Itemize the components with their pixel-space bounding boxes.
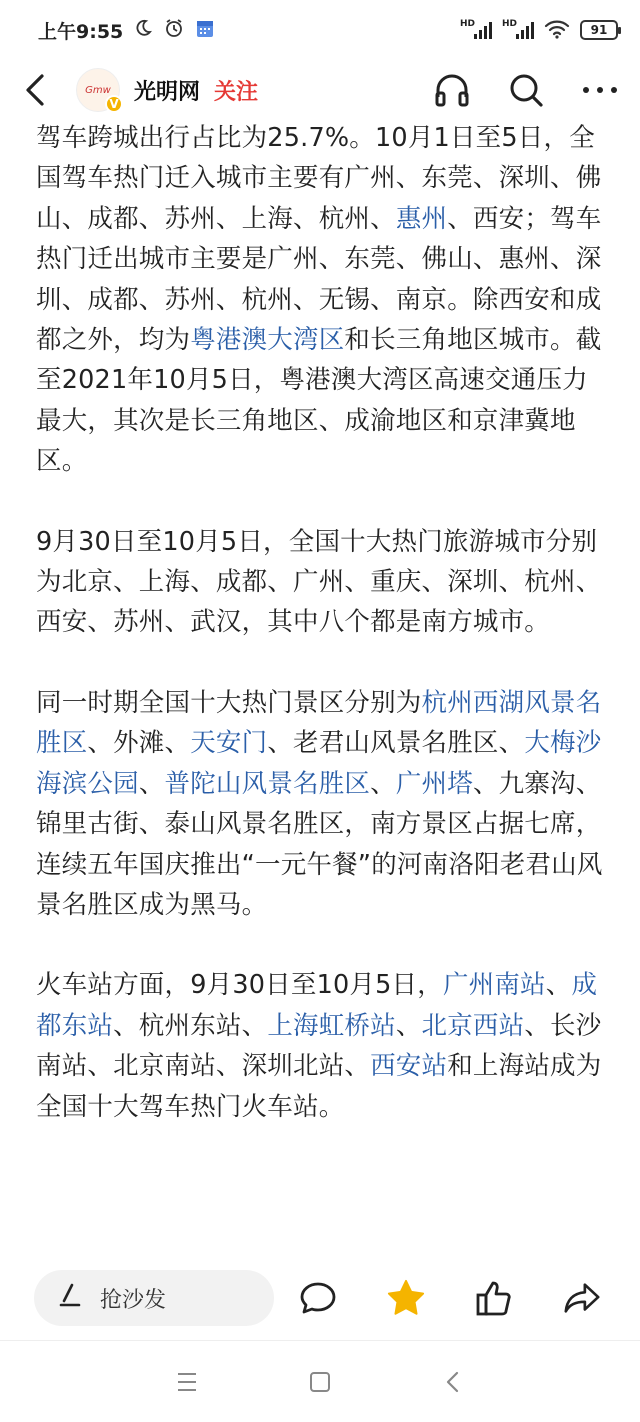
article-text: 9月30日至10月5日，全国十大热门旅游城市分别为北京、上海、成都、广州、重庆、深圳、杭州、西安、苏州、武汉，其中八个都是南方城市。 bbox=[36, 526, 602, 638]
calendar-icon bbox=[195, 17, 215, 44]
battery-icon bbox=[580, 20, 618, 40]
headphones-icon[interactable] bbox=[432, 70, 472, 110]
star-icon[interactable] bbox=[386, 1278, 426, 1318]
home-icon[interactable] bbox=[302, 1364, 338, 1400]
top-nav bbox=[0, 60, 640, 120]
article-text: 、老君山风景名胜区、 bbox=[267, 728, 525, 759]
signal-icon bbox=[502, 21, 534, 39]
article-link[interactable]: 广州塔 bbox=[395, 768, 473, 799]
article-link[interactable]: 成都东站 bbox=[36, 970, 598, 1041]
article-body bbox=[36, 120, 610, 1252]
article-paragraph bbox=[36, 522, 610, 643]
article-text: 同一时期全国十大热门景区分别为 bbox=[36, 687, 422, 718]
status-right bbox=[460, 19, 618, 42]
article-link[interactable]: 天安门 bbox=[190, 728, 268, 759]
verified-badge: V bbox=[105, 95, 123, 113]
article-text: 、 bbox=[545, 970, 572, 1001]
article-paragraph bbox=[36, 683, 610, 925]
follow-button[interactable]: 关注 bbox=[214, 79, 259, 105]
article-text: 、 bbox=[395, 1010, 422, 1041]
article-link[interactable]: 杭州西湖风景名胜区 bbox=[36, 687, 602, 759]
status-time: 上午9:55 bbox=[38, 20, 124, 43]
article-text: 、长沙南站、北京南站、深圳北站、 bbox=[36, 1010, 602, 1082]
article-text: 和长三角地区城市。截至2021年10月5日，粤港澳大湾区高速交通压力最大，其次是长三角地区、成渝地区和京津冀地区。 bbox=[36, 325, 602, 477]
thumbs-up-icon[interactable] bbox=[474, 1278, 514, 1318]
comment-placeholder: 抢沙发 bbox=[100, 1287, 167, 1313]
article-link[interactable]: 粤港澳大湾区 bbox=[190, 325, 345, 356]
article-link[interactable]: 大梅沙海滨公园 bbox=[36, 728, 602, 799]
more-icon[interactable] bbox=[580, 70, 620, 110]
moon-icon bbox=[133, 18, 153, 43]
comment-input[interactable] bbox=[34, 1270, 274, 1326]
article-text: 、外滩、 bbox=[87, 728, 191, 759]
article-text: 、西安；驾车热门迁出城市主要是广州、东莞、佛山、惠州、深圳、成都、苏州、杭州、无锡、南京。除西安和成都之外，均为 bbox=[36, 203, 602, 356]
action-icons bbox=[298, 1278, 606, 1318]
status-left bbox=[38, 17, 215, 44]
share-icon[interactable] bbox=[562, 1278, 602, 1318]
pen-icon bbox=[58, 1282, 82, 1314]
back-nav-icon[interactable] bbox=[435, 1364, 471, 1400]
article-text: 和上海站成为全国十大驾车热门火车站。 bbox=[36, 1051, 602, 1122]
signal-hd-label: HD bbox=[502, 19, 518, 29]
article-link[interactable]: 北京西站 bbox=[421, 1010, 525, 1041]
menu-icon[interactable] bbox=[169, 1364, 205, 1400]
battery-level: 91 bbox=[590, 23, 608, 37]
status-bar bbox=[0, 0, 640, 60]
back-button[interactable] bbox=[20, 70, 60, 110]
search-icon[interactable] bbox=[506, 70, 546, 110]
chevron-left-icon bbox=[20, 70, 50, 110]
article-link[interactable]: 上海虹桥站 bbox=[267, 1010, 396, 1041]
system-nav-bar bbox=[0, 1340, 640, 1422]
article-text: 火车站方面，9月30日至10月5日， bbox=[36, 970, 443, 1001]
article-link[interactable]: 西安站 bbox=[370, 1051, 448, 1082]
article-link[interactable]: 广州南站 bbox=[442, 970, 546, 1001]
comment-icon[interactable] bbox=[298, 1278, 338, 1318]
article-link[interactable]: 普陀山风景名胜区 bbox=[164, 768, 371, 799]
article-text: 、 bbox=[370, 768, 396, 799]
article-text: 驾车跨城出行占比为25.7%。10月1日至5日，全国驾车热门迁入城市主要有广州、东莞、深圳、佛山、成都、苏州、上海、杭州、 bbox=[36, 123, 602, 234]
source-name[interactable]: 光明网 bbox=[134, 79, 201, 105]
signal-hd-label: HD bbox=[460, 19, 476, 29]
article-paragraph bbox=[36, 965, 610, 1127]
action-bar bbox=[0, 1256, 640, 1340]
article-paragraph bbox=[36, 120, 610, 482]
alarm-icon bbox=[163, 17, 185, 44]
article-text: 、九寨沟、锦里古街、泰山风景名胜区，南方景区占据七席，连续五年国庆推出“一元午餐”的河南洛阳老君山风景名胜区成为黑马。 bbox=[36, 768, 603, 920]
article-text: 、 bbox=[138, 768, 165, 799]
wifi-icon bbox=[544, 19, 570, 42]
avatar-logo-text: Gmw bbox=[85, 84, 111, 96]
nav-icons bbox=[432, 70, 620, 110]
article-link[interactable]: 惠州 bbox=[395, 203, 448, 234]
source-avatar[interactable] bbox=[76, 68, 120, 112]
article-text: 、杭州东站、 bbox=[113, 1010, 268, 1041]
signal-icon bbox=[460, 21, 492, 39]
